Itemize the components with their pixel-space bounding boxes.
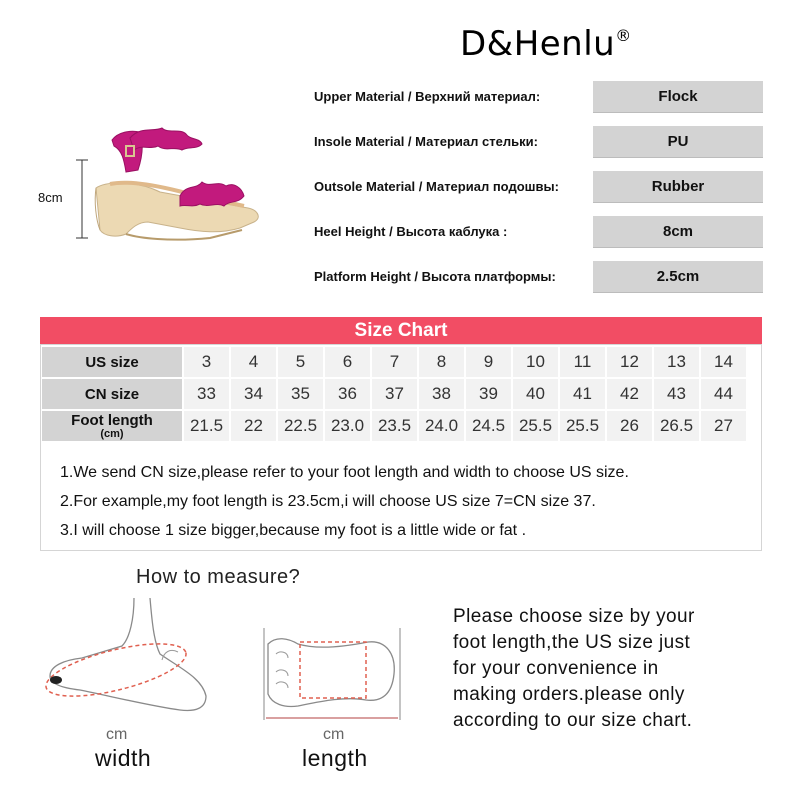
- table-cell: 34: [231, 379, 276, 409]
- table-row-cn-size: [42, 379, 746, 409]
- table-cell: 25.5: [513, 411, 558, 441]
- heel-dimension-label: 8cm: [38, 190, 63, 205]
- row-header-cn-size: CN size: [42, 379, 182, 409]
- table-cell: 11: [560, 347, 605, 377]
- row-header-foot-length: [42, 411, 182, 441]
- table-cell: 14: [701, 347, 746, 377]
- table-cell: 6: [325, 347, 370, 377]
- table-cell: 36: [325, 379, 370, 409]
- spec-value-outsole: Rubber: [593, 171, 763, 203]
- table-cell: 23.5: [372, 411, 417, 441]
- table-cell: 23.0: [325, 411, 370, 441]
- table-cell: 5: [278, 347, 323, 377]
- table-cell: 22.5: [278, 411, 323, 441]
- table-cell: 39: [466, 379, 511, 409]
- size-chart-title: Size Chart: [40, 317, 762, 344]
- advice-line: foot length,the US size just: [453, 632, 691, 653]
- spec-value-insole: PU: [593, 126, 763, 158]
- table-cell: 38: [419, 379, 464, 409]
- registered-mark: ®: [615, 26, 632, 45]
- advice-line: for your convenience in: [453, 658, 659, 679]
- spec-value-platform-height: 2.5cm: [593, 261, 763, 293]
- table-cell: 40: [513, 379, 558, 409]
- note-line: 2.For example,my foot length is 23.5cm,i will choose US size 7=CN size 37.: [60, 493, 596, 510]
- table-cell: 41: [560, 379, 605, 409]
- table-cell: 37: [372, 379, 417, 409]
- foot-width-icon: [30, 592, 220, 722]
- brand-logo: [460, 24, 632, 64]
- table-cell: 22: [231, 411, 276, 441]
- width-label: width: [95, 745, 152, 771]
- row-header-us-size: US size: [42, 347, 182, 377]
- width-unit-label: cm: [106, 726, 128, 743]
- size-chart-notes: [60, 458, 629, 545]
- foot-length-label: Foot length: [71, 411, 153, 429]
- table-cell: 21.5: [184, 411, 229, 441]
- table-cell: 26: [607, 411, 652, 441]
- spec-label-outsole: Outsole Material / Материал подошвы:: [314, 179, 559, 194]
- spec-label-insole: Insole Material / Материал стельки:: [314, 134, 538, 149]
- table-cell: 9: [466, 347, 511, 377]
- wedge-sandal-icon: [30, 110, 300, 290]
- table-cell: 35: [278, 379, 323, 409]
- table-cell: 13: [654, 347, 699, 377]
- length-unit-label: cm: [323, 726, 345, 743]
- table-row-foot-length: [42, 411, 746, 441]
- product-illustration: [30, 110, 300, 290]
- table-cell: 44: [701, 379, 746, 409]
- length-label: length: [302, 745, 368, 771]
- table-cell: 27: [701, 411, 746, 441]
- advice-line: according to our size chart.: [453, 710, 693, 731]
- foot-length-unit: (cm): [100, 427, 124, 440]
- table-cell: 3: [184, 347, 229, 377]
- table-cell: 43: [654, 379, 699, 409]
- table-cell: 42: [607, 379, 652, 409]
- advice-line: making orders.please only: [453, 684, 685, 705]
- table-cell: 12: [607, 347, 652, 377]
- spec-value-upper: Flock: [593, 81, 763, 113]
- note-line: 1.We send CN size,please refer to your foot length and width to choose US size.: [60, 464, 629, 481]
- brand-name: D&Henlu: [460, 24, 616, 64]
- advice-line: Please choose size by your: [453, 606, 695, 627]
- measure-title: How to measure?: [136, 566, 301, 588]
- foot-length-icon: [258, 624, 408, 724]
- size-advice-text: [453, 604, 773, 734]
- table-cell: 33: [184, 379, 229, 409]
- spec-label-platform-height: Platform Height / Высота платформы:: [314, 269, 556, 284]
- spec-value-heel-height: 8cm: [593, 216, 763, 248]
- note-line: 3.I will choose 1 size bigger,because my foot is a little wide or fat .: [60, 522, 527, 539]
- table-cell: 8: [419, 347, 464, 377]
- spec-label-heel-height: Heel Height / Высота каблука :: [314, 224, 508, 239]
- table-cell: 4: [231, 347, 276, 377]
- table-cell: 24.0: [419, 411, 464, 441]
- table-cell: 24.5: [466, 411, 511, 441]
- size-chart-table: [40, 345, 748, 443]
- table-cell: 26.5: [654, 411, 699, 441]
- table-row-us-size: [42, 347, 746, 377]
- table-cell: 25.5: [560, 411, 605, 441]
- table-cell: 7: [372, 347, 417, 377]
- table-cell: 10: [513, 347, 558, 377]
- spec-label-upper: Upper Material / Верхний материал:: [314, 89, 541, 104]
